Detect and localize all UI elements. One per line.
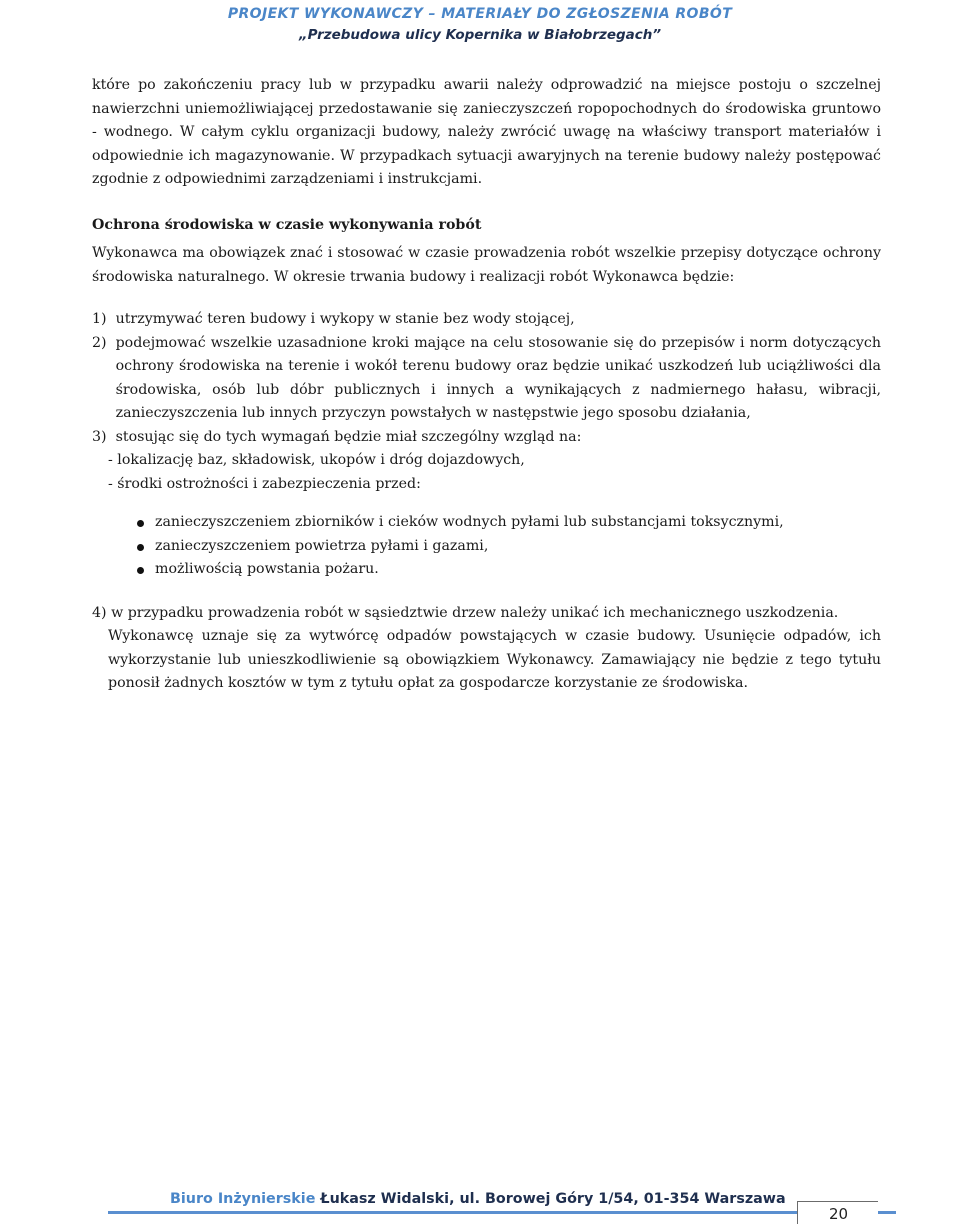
item4-first-line: 4) w przypadku prowadzenia robót w sąsiedztwie drzew należy unikać ich mechanicznego uszkodzenia.: [92, 604, 839, 621]
bullet-item: [136, 535, 881, 559]
page-number-box: [797, 1201, 878, 1224]
bullet-text: zanieczyszczeniem zbiorników i cieków wodnych pyłami lub substancjami toksycznymi,: [155, 514, 784, 530]
numbered-item-2: [92, 332, 881, 426]
intro-paragraph: które po zakończeniu pracy lub w przypadku awarii należy odprowadzić na miejsce postoju o szczelnej nawierzchni uniemożliwiającej przedostawanie się zanieczyszczeń ropopochodnych do środowiska gruntowo - wodnego. W całym cyklu organizacji budowy, należy zwrócić uwagę na właściwy transport materiałów i odpowiednie ich magazynowanie. W przypadkach sytuacji awaryjnych na terenie budowy należy postępować zgodnie z odpowiednimi zarządzeniami i instrukcjami.: [92, 77, 881, 187]
item-number: 2): [92, 334, 116, 351]
bullet-text: zanieczyszczeniem powietrza pyłami i gazami,: [155, 537, 489, 554]
header-title: PROJEKT WYKONAWCZY – MATERIAŁY DO ZGŁOSZENIA ROBÓT: [227, 6, 733, 22]
item-text: podejmować wszelkie uzasadnione kroki mające na celu stosowanie się do przepisów i norm dotyczących ochrony środowiska na terenie i wokół terenu budowy oraz będzie unikać uszkodzeń lub uciążliwości dla środowiska, osób lub dóbr publicznych i innych a wynikających z nadmiernego hałasu, wibracji, zanieczyszczenia lub innych przyczyn powstałych w następstwie jego sposobu działania,: [115, 334, 881, 421]
bullet-item: [136, 558, 881, 582]
bullet-dot-icon: [137, 544, 144, 551]
bullet-list: [92, 511, 881, 582]
page-number: 20: [828, 1205, 849, 1223]
numbered-item-1: [92, 308, 881, 332]
numbered-item-3: [92, 426, 881, 450]
item4-continuation: Wykonawcę uznaje się za wytwórcę odpadów powstających w czasie budowy. Usunięcie odpadów, ich wykorzystanie lub unieszkodliwienie są obowiązkiem Wykonawcy. Zamawiający nie będzie z tego tytułu ponosił żadnych kosztów w tym z tytułu opłat za gospodarcze korzystanie ze środowiska.: [108, 628, 881, 691]
footer-company: Biuro Inżynierskie: [170, 1191, 316, 1207]
footer-divider: [108, 1211, 896, 1214]
dash-item-1: - lokalizację baz, składowisk, ukopów i dróg dojazdowych,: [108, 452, 525, 468]
dash-item-2: - środki ostrożności i zabezpieczenia przed:: [108, 475, 421, 492]
bullet-dot-icon: [137, 520, 144, 527]
lead-paragraph: Wykonawca ma obowiązek znać i stosować w czasie prowadzenia robót wszelkie przepisy dotyczące ochrony środowiska naturalnego. W okresie trwania budowy i realizacji robót Wykonawca będzie:: [92, 245, 881, 285]
item-text: utrzymywać teren budowy i wykopy w stanie bez wody stojącej,: [115, 311, 575, 327]
item-number: 3): [92, 428, 116, 445]
section-heading: Ochrona środowiska w czasie wykonywania robót: [92, 216, 482, 233]
numbered-item-4: [92, 602, 881, 696]
item-text: stosując się do tych wymagań będzie miał szczególny wzgląd na:: [115, 428, 582, 445]
item-number: 1): [92, 311, 116, 327]
footer-address: Łukasz Widalski, ul. Borowej Góry 1/54, 01-354 Warszawa: [315, 1191, 786, 1207]
header-subtitle: „Przebudowa ulicy Kopernika w Białobrzegach”: [298, 27, 662, 43]
footer-text: [170, 1191, 786, 1207]
document-body: [92, 74, 881, 696]
bullet-text: możliwością powstania pożaru.: [155, 561, 379, 577]
bullet-item: [136, 511, 881, 535]
bullet-dot-icon: [137, 567, 144, 574]
